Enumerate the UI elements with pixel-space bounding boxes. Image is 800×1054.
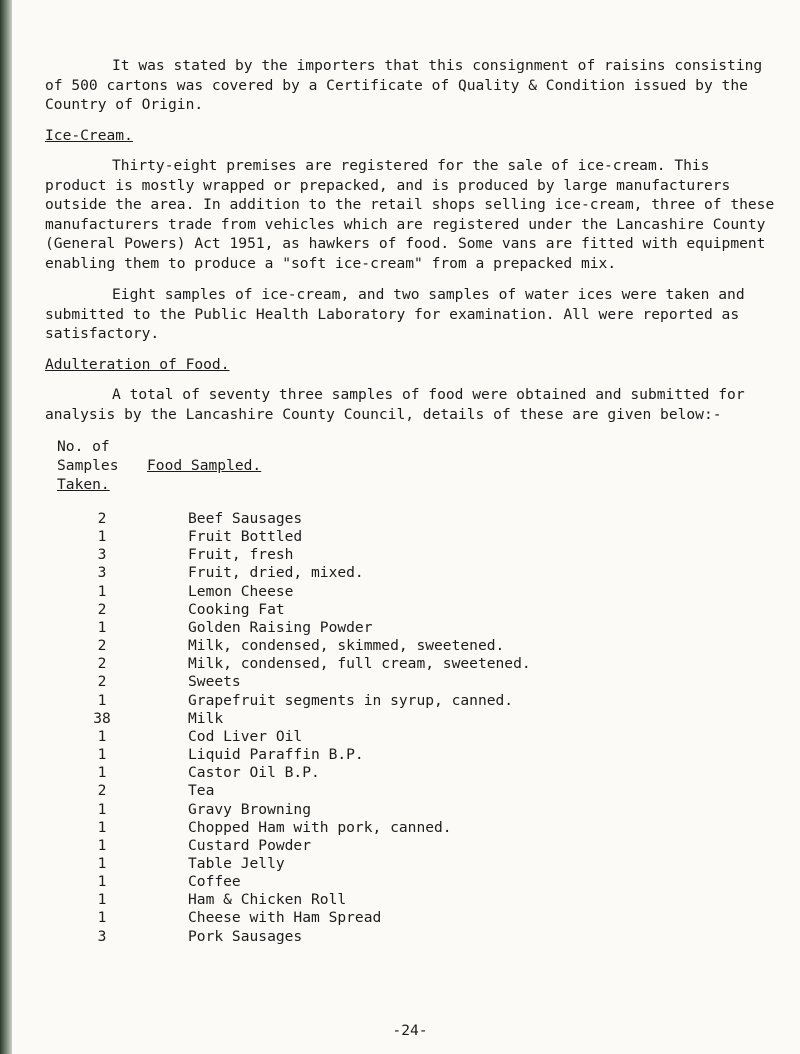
table-row bbox=[57, 619, 531, 637]
food-sampled: Ham & Chicken Roll bbox=[188, 891, 347, 909]
table-row bbox=[57, 673, 531, 691]
sample-count: 38 bbox=[93, 709, 111, 727]
sample-count: 1 bbox=[97, 727, 107, 745]
table-row bbox=[57, 873, 531, 891]
sample-count: 3 bbox=[97, 546, 107, 564]
table-row bbox=[57, 546, 531, 564]
food-sampled: Gravy Browning bbox=[188, 800, 312, 818]
sample-count: 1 bbox=[97, 854, 107, 872]
table-row bbox=[57, 601, 531, 619]
sample-count: 1 bbox=[97, 836, 107, 854]
table-row bbox=[57, 746, 531, 764]
table-row bbox=[57, 637, 531, 655]
sample-count: 2 bbox=[97, 600, 107, 618]
sample-count: 1 bbox=[97, 909, 107, 927]
food-sampled: Tea bbox=[188, 782, 215, 800]
food-sampled: Grapefruit segments in syrup, canned. bbox=[188, 691, 514, 709]
sample-count: 1 bbox=[97, 691, 107, 709]
sample-count: 1 bbox=[97, 800, 107, 818]
samples-column-header bbox=[57, 437, 147, 494]
sample-count: 3 bbox=[97, 564, 107, 582]
food-sampled: Milk, condensed, full cream, sweetened. bbox=[188, 655, 531, 673]
sample-count: 1 bbox=[97, 746, 107, 764]
table-row bbox=[57, 891, 531, 909]
sample-count: 2 bbox=[97, 637, 107, 655]
ice-cream-paragraph-1: Thirty-eight premises are registered for the sale of ice-cream. This product is mostly wrapped or prepacked, and is produced by large manufacturers outside the area. In addition to the retail shops selling ice-cream, three of these manufacturers trade from vehicles which are registered under the Lancashire County (General Powers) Act 1951, as hawkers of food. Some vans are fitted with equipment enabling them to produce a "soft ice-cream" from a prepacked mix. bbox=[45, 157, 784, 272]
food-sampled: Coffee bbox=[188, 873, 241, 891]
table-row bbox=[57, 692, 531, 710]
adulteration-paragraph: A total of seventy three samples of food were obtained and submitted for analysis by the Lancashire County Council, details of these are given below:- bbox=[45, 386, 754, 423]
sample-count: 1 bbox=[97, 873, 107, 891]
food-sampled: Milk bbox=[188, 709, 224, 727]
food-sampled: Table Jelly bbox=[188, 854, 285, 872]
ice-cream-heading: Ice-Cream. bbox=[45, 126, 133, 144]
intro-paragraph: It was stated by the importers that this consignment of raisins consisting of 500 cartons was covered by a Certificate of Quality & Condition issued by the Country of Origin. bbox=[45, 57, 771, 113]
table-row bbox=[57, 710, 531, 728]
samples-table bbox=[57, 437, 531, 946]
sample-count: 1 bbox=[97, 764, 107, 782]
adulteration-heading: Adulteration of Food. bbox=[45, 355, 230, 373]
food-sampled: Golden Raising Powder bbox=[188, 618, 373, 636]
food-column-header bbox=[147, 437, 531, 494]
sample-count: 2 bbox=[97, 510, 107, 527]
table-row bbox=[57, 528, 531, 546]
ice-cream-paragraph-2: Eight samples of ice-cream, and two samples of water ices were taken and submitted to the Public Health Laboratory for examination. All were reported as satisfactory. bbox=[45, 286, 754, 342]
food-sampled: Lemon Cheese bbox=[188, 582, 294, 600]
header-line-1: No. of bbox=[57, 438, 110, 455]
food-sampled: Cod Liver Oil bbox=[188, 727, 303, 745]
table-row bbox=[57, 819, 531, 837]
food-sampled: Cheese with Ham Spread bbox=[188, 909, 382, 927]
table-row bbox=[57, 782, 531, 800]
sample-count: 1 bbox=[97, 891, 107, 909]
sample-count: 2 bbox=[97, 673, 107, 691]
food-sampled: Pork Sausages bbox=[188, 927, 303, 945]
food-sampled-header: Food Sampled. bbox=[147, 457, 262, 474]
food-sampled: Beef Sausages bbox=[188, 510, 303, 527]
header-line-3: Taken. bbox=[57, 476, 110, 493]
food-sampled: Custard Powder bbox=[188, 836, 312, 854]
table-row bbox=[57, 837, 531, 855]
food-sampled: Fruit Bottled bbox=[188, 528, 303, 546]
table-row bbox=[57, 583, 531, 601]
food-sampled: Fruit, fresh bbox=[188, 546, 294, 564]
food-sampled: Cooking Fat bbox=[188, 600, 285, 618]
table-row bbox=[57, 928, 531, 946]
sample-count: 2 bbox=[97, 782, 107, 800]
table-row bbox=[57, 801, 531, 819]
table-row bbox=[57, 510, 531, 528]
document-page bbox=[45, 56, 784, 1039]
table-row bbox=[57, 728, 531, 746]
page-number: -24- bbox=[392, 1022, 428, 1039]
sample-count: 1 bbox=[97, 618, 107, 636]
table-row bbox=[57, 764, 531, 782]
scanned-page-edge bbox=[0, 0, 12, 1054]
sample-count: 3 bbox=[97, 927, 107, 945]
food-sampled: Milk, condensed, skimmed, sweetened. bbox=[188, 637, 505, 655]
sample-count: 1 bbox=[97, 818, 107, 836]
table-row bbox=[57, 855, 531, 873]
food-sampled: Fruit, dried, mixed. bbox=[188, 564, 364, 582]
food-sampled: Castor Oil B.P. bbox=[188, 764, 320, 782]
food-sampled: Liquid Paraffin B.P. bbox=[188, 746, 364, 764]
table-row bbox=[57, 655, 531, 673]
sample-count: 1 bbox=[97, 582, 107, 600]
food-sampled: Sweets bbox=[188, 673, 241, 691]
sample-count: 1 bbox=[97, 528, 107, 546]
food-sampled: Chopped Ham with pork, canned. bbox=[188, 818, 452, 836]
sample-count: 2 bbox=[97, 655, 107, 673]
header-line-2: Samples bbox=[57, 457, 119, 474]
table-row bbox=[57, 909, 531, 927]
table-row bbox=[57, 564, 531, 582]
table-header-row bbox=[57, 437, 531, 494]
